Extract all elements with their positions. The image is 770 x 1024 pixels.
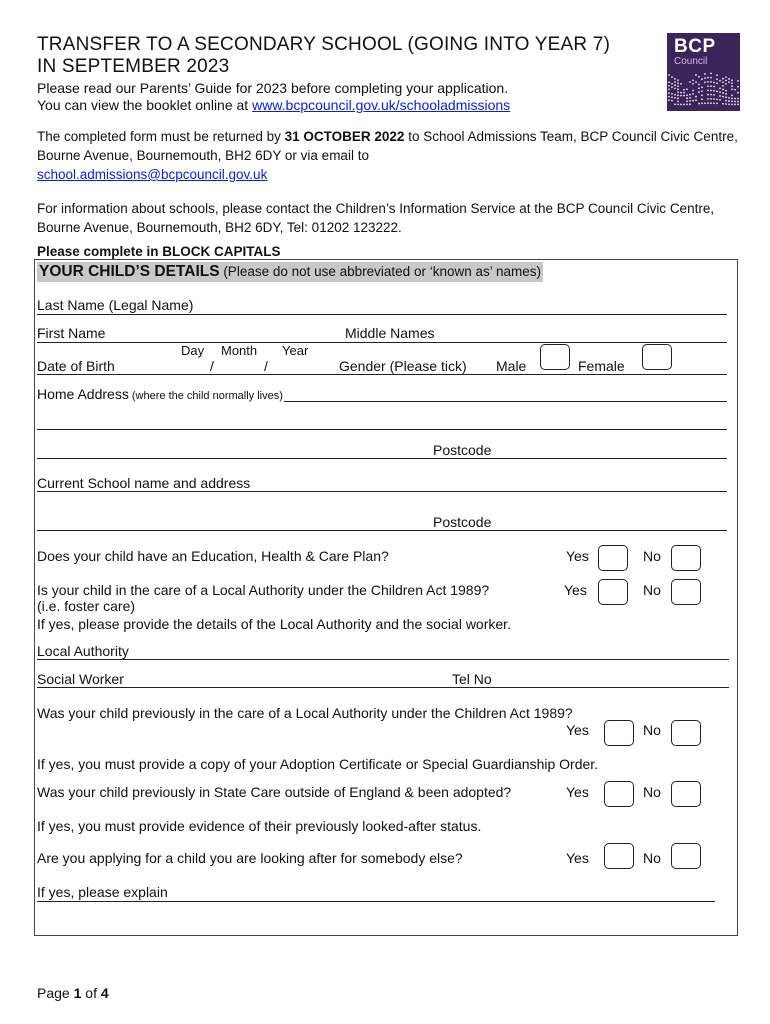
logo-name: BCP [674,36,716,57]
middle-names-label: Middle Names [345,325,435,341]
care-no-label: No [643,582,661,598]
tel-no-label: Tel No [452,671,492,687]
social-worker-label: Social Worker [37,671,124,687]
local-authority-label: Local Authority [37,643,129,659]
state-care-yes-checkbox[interactable] [604,781,634,807]
care-yes-checkbox[interactable] [598,579,628,605]
dob-slash-2: / [264,358,268,374]
form-title [37,34,610,78]
prev-care-question: Was your child previously in the care of a Local Authority under the Children Act 1989? [37,705,573,721]
prev-care-no-label: No [643,722,661,738]
state-care-no-checkbox[interactable] [671,781,701,807]
footer-page-word: Page [37,985,74,1001]
female-checkbox[interactable] [642,344,672,370]
state-care-question: Was your child previously in State Care outside of England & been adopted? [37,784,512,800]
bcp-council-logo [667,33,740,111]
ehcp-question: Does your child have an Education, Health & Care Plan? [37,548,389,564]
dob-line[interactable] [37,374,727,375]
care-question: Is your child in the care of a Local Authority under the Children Act 1989? [37,582,490,598]
home-address-line-2[interactable] [37,429,727,430]
page-footer [37,985,109,1001]
block-capitals-note: Please complete in BLOCK CAPITALS [37,244,281,259]
intro [37,80,510,114]
admissions-email-link[interactable]: school.admissions@bcpcouncil.gov.uk [37,167,268,182]
postcode-label-1: Postcode [433,442,492,458]
day-label: Day [181,343,205,358]
home-address-note: (where the child normally lives) [128,390,283,402]
info-text: For information about schools, please contact the Children’s Information Service at the BCP Council Civic Centre, Bourne Avenue, Bournemouth, BH2 6DY, Tel: 01202 123222. [37,201,715,235]
state-care-yes-label: Yes [566,784,589,800]
return-date: 31 OCTOBER 2022 [284,129,405,144]
ehcp-yes-checkbox[interactable] [598,545,628,571]
prev-care-yes-label: Yes [566,722,589,738]
dob-slash-1: / [210,358,214,374]
current-school-line-2[interactable] [37,530,727,531]
first-name-label: First Name [37,325,106,341]
care-no-checkbox[interactable] [671,579,701,605]
male-label: Male [496,358,527,374]
last-name-line[interactable] [37,314,727,315]
home-address-label [37,386,284,402]
prev-care-yes-checkbox[interactable] [604,720,634,746]
section-title: YOUR CHILD’S DETAILS [39,263,220,280]
local-authority-line[interactable] [37,659,729,660]
current-school-label: Current School name and address [37,475,251,491]
prev-care-no-checkbox[interactable] [671,720,701,746]
explain-label: If yes, please explain [37,884,168,900]
year-label: Year [282,343,309,358]
ehcp-no-checkbox[interactable] [671,545,701,571]
logo-dots-icon [667,33,740,111]
dob-label: Date of Birth [37,358,115,374]
looking-after-no-checkbox[interactable] [671,843,701,869]
title-line-1: TRANSFER TO A SECONDARY SCHOOL (GOING INTO YEAR 7) [37,34,611,55]
looking-after-question: Are you applying for a child you are looking after for somebody else? [37,850,463,866]
footer-page-total: 4 [100,985,109,1001]
return-prefix: The completed form must be returned by [37,129,285,144]
current-school-line-1[interactable] [37,491,727,492]
care-instruction: If yes, please provide the details of the Local Authority and the social worker. [37,616,511,632]
postcode-label-2: Postcode [433,514,492,530]
month-label: Month [221,343,258,358]
looking-after-yes-label: Yes [566,850,589,866]
return-instructions [37,127,742,184]
gender-label: Gender (Please tick) [339,358,467,374]
ehcp-yes-label: Yes [566,548,589,564]
state-care-no-label: No [643,784,661,800]
logo-sub: Council [674,56,708,67]
first-middle-line[interactable] [37,342,727,343]
footer-page-number: 1 [73,985,82,1001]
home-address-line-3[interactable] [37,458,727,459]
looking-after-yes-checkbox[interactable] [604,843,634,869]
care-yes-label: Yes [564,582,587,598]
return-suffix: to School Admissions Team, BCP Council Civic Centre, Bourne Avenue, Bournemouth, BH2 6DY or via email to [37,129,738,163]
intro-line-2 [37,97,510,114]
prev-care-note: If yes, you must provide a copy of your Adoption Certificate or Special Guardianship Order. [37,756,599,772]
state-care-note: If yes, you must provide evidence of their previously looked-after status. [37,818,482,834]
last-name-label: Last Name (Legal Name) [37,297,194,313]
section-subtitle: (Please do not use abbreviated or ‘known as’ names) [219,264,541,279]
intro-line-1: Please read our Parents’ Guide for 2023 before completing your application. [37,80,509,96]
title-line-2: IN SEPTEMBER 2023 [37,56,230,77]
male-checkbox[interactable] [540,344,570,370]
looking-after-no-label: No [643,850,661,866]
care-note: (i.e. foster care) [37,598,136,614]
ehcp-no-label: No [643,548,661,564]
home-address-text: Home Address [37,386,129,402]
explain-line[interactable] [37,901,715,902]
social-worker-line[interactable] [37,687,729,688]
intro-prefix: You can view the booklet online at [37,97,253,113]
footer-of: of [81,985,101,1001]
section-header [37,262,543,282]
admissions-link[interactable]: www.bcpcouncil.gov.uk/schooladmissions [252,97,511,113]
female-label: Female [578,358,625,374]
